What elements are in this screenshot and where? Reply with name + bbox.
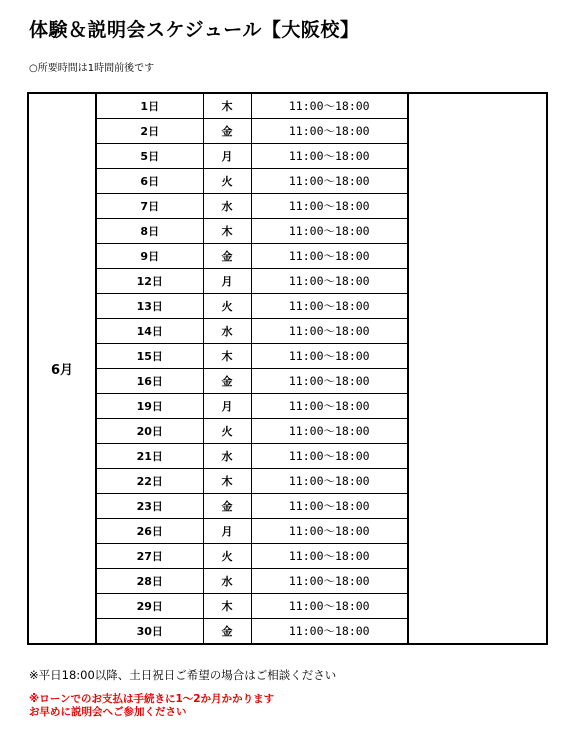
day-cell: 6日 xyxy=(96,169,203,194)
time-cell: 11:00〜18:00 xyxy=(251,144,408,169)
day-cell: 15日 xyxy=(96,344,203,369)
weekday-cell: 月 xyxy=(203,394,251,419)
weekday-cell: 金 xyxy=(203,119,251,144)
weekday-cell: 金 xyxy=(203,369,251,394)
weekday-cell: 水 xyxy=(203,319,251,344)
time-cell: 11:00〜18:00 xyxy=(251,444,408,469)
time-cell: 11:00〜18:00 xyxy=(251,269,408,294)
day-cell: 19日 xyxy=(96,394,203,419)
day-cell: 26日 xyxy=(96,519,203,544)
day-cell: 29日 xyxy=(96,594,203,619)
weekday-cell: 月 xyxy=(203,519,251,544)
weekday-cell: 木 xyxy=(203,469,251,494)
time-cell: 11:00〜18:00 xyxy=(251,369,408,394)
day-cell: 14日 xyxy=(96,319,203,344)
day-cell: 22日 xyxy=(96,469,203,494)
time-cell: 11:00〜18:00 xyxy=(251,394,408,419)
weekday-cell: 水 xyxy=(203,444,251,469)
notes-column xyxy=(408,93,547,644)
time-cell: 11:00〜18:00 xyxy=(251,519,408,544)
weekday-cell: 金 xyxy=(203,494,251,519)
time-cell: 11:00〜18:00 xyxy=(251,244,408,269)
time-cell: 11:00〜18:00 xyxy=(251,544,408,569)
day-cell: 1日 xyxy=(96,93,203,119)
weekday-cell: 木 xyxy=(203,93,251,119)
weekday-cell: 木 xyxy=(203,344,251,369)
day-cell: 21日 xyxy=(96,444,203,469)
schedule-row xyxy=(28,93,547,119)
time-cell: 11:00〜18:00 xyxy=(251,169,408,194)
time-cell: 11:00〜18:00 xyxy=(251,194,408,219)
weekday-cell: 火 xyxy=(203,294,251,319)
day-cell: 8日 xyxy=(96,219,203,244)
weekday-cell: 金 xyxy=(203,619,251,645)
time-cell: 11:00〜18:00 xyxy=(251,344,408,369)
time-cell: 11:00〜18:00 xyxy=(251,569,408,594)
weekday-cell: 月 xyxy=(203,269,251,294)
schedule-table xyxy=(27,92,548,645)
weekday-cell: 火 xyxy=(203,544,251,569)
loan-warning-line: ※ローンでのお支払は手続きに1〜2か月かかります xyxy=(29,693,275,705)
time-cell: 11:00〜18:00 xyxy=(251,119,408,144)
month-cell: 6月 xyxy=(28,93,96,644)
duration-note: ○所要時間は1時間前後です xyxy=(29,63,155,74)
day-cell: 28日 xyxy=(96,569,203,594)
weekday-cell: 水 xyxy=(203,569,251,594)
day-cell: 23日 xyxy=(96,494,203,519)
day-cell: 30日 xyxy=(96,619,203,645)
day-cell: 16日 xyxy=(96,369,203,394)
day-cell: 5日 xyxy=(96,144,203,169)
weekday-cell: 火 xyxy=(203,419,251,444)
day-cell: 13日 xyxy=(96,294,203,319)
day-cell: 9日 xyxy=(96,244,203,269)
weekday-cell: 月 xyxy=(203,144,251,169)
time-cell: 11:00〜18:00 xyxy=(251,594,408,619)
day-cell: 7日 xyxy=(96,194,203,219)
day-cell: 20日 xyxy=(96,419,203,444)
schedule-body xyxy=(28,93,547,644)
time-cell: 11:00〜18:00 xyxy=(251,219,408,244)
time-cell: 11:00〜18:00 xyxy=(251,93,408,119)
time-cell: 11:00〜18:00 xyxy=(251,419,408,444)
time-cell: 11:00〜18:00 xyxy=(251,319,408,344)
loan-warning xyxy=(29,693,274,719)
time-cell: 11:00〜18:00 xyxy=(251,494,408,519)
consultation-note: ※平日18:00以降、土日祝日ご希望の場合はご相談ください xyxy=(29,668,337,682)
weekday-cell: 水 xyxy=(203,194,251,219)
time-cell: 11:00〜18:00 xyxy=(251,294,408,319)
time-cell: 11:00〜18:00 xyxy=(251,469,408,494)
weekday-cell: 木 xyxy=(203,594,251,619)
weekday-cell: 金 xyxy=(203,244,251,269)
day-cell: 2日 xyxy=(96,119,203,144)
page-title: 体験＆説明会スケジュール【大阪校】 xyxy=(29,19,360,41)
day-cell: 27日 xyxy=(96,544,203,569)
loan-warning-line: お早めに説明会へご参加ください xyxy=(29,706,187,718)
weekday-cell: 火 xyxy=(203,169,251,194)
day-cell: 12日 xyxy=(96,269,203,294)
time-cell: 11:00〜18:00 xyxy=(251,619,408,645)
weekday-cell: 木 xyxy=(203,219,251,244)
